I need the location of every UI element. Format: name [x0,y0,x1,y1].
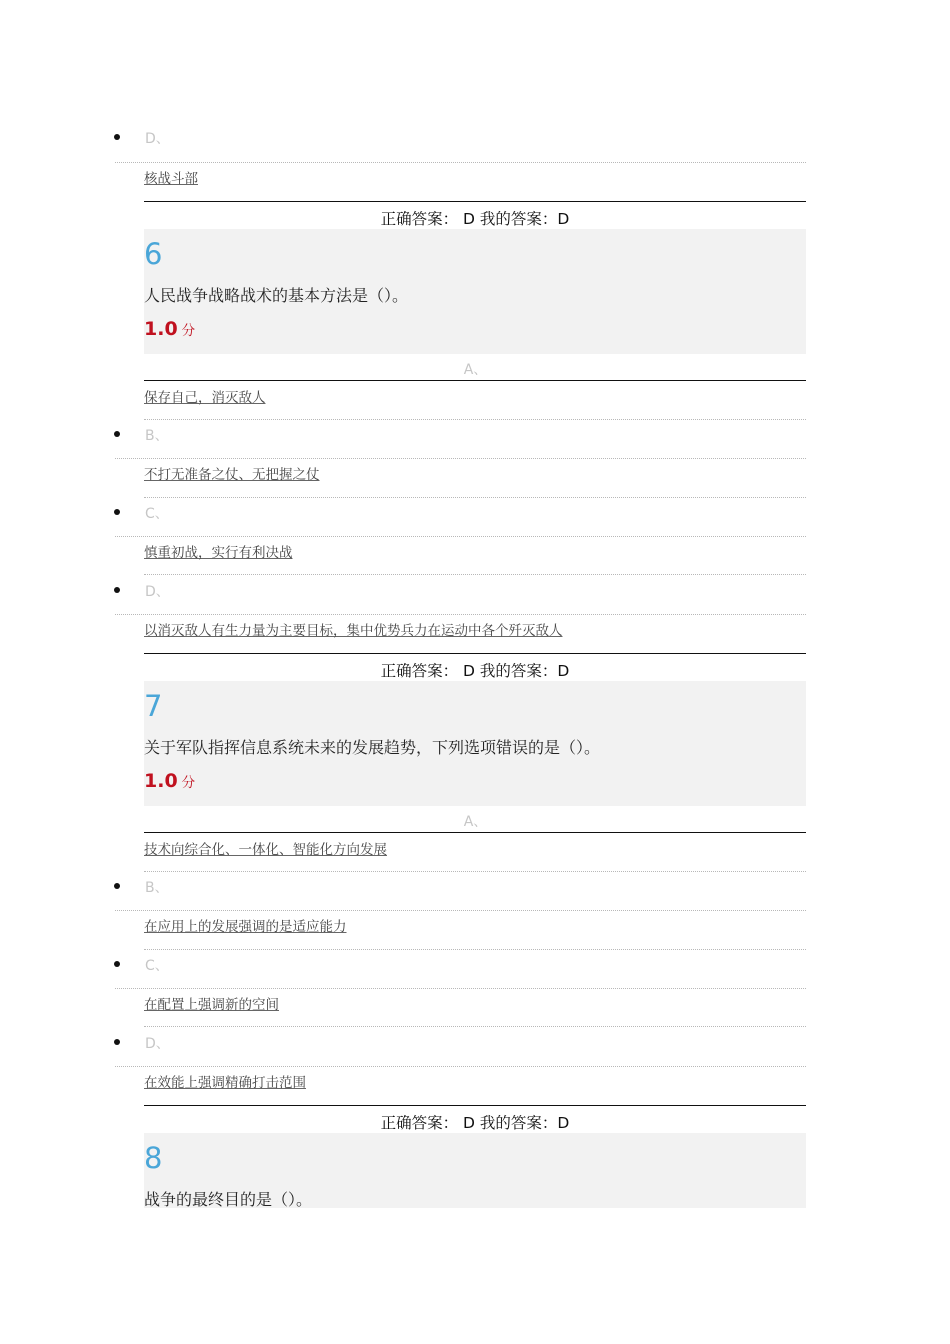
answer-separator [144,653,806,654]
divider [144,574,806,575]
answer-line: 正确答案： D 我的答案：D [380,662,570,680]
option-letter: B、 [145,880,169,896]
question-score [144,318,195,340]
option-text[interactable]: 技术向综合化、一体化、智能化方向发展 [144,842,387,858]
score-value: 1.0 [144,318,178,340]
list-bullet [114,509,120,515]
list-bullet [114,587,120,593]
divider [144,871,806,872]
list-bullet [114,134,120,140]
options-separator [144,380,806,381]
option-text[interactable]: 在配置上强调新的空间 [144,997,279,1013]
question-number: 6 [144,237,163,271]
options-separator [144,832,806,833]
score-unit: 分 [181,323,196,339]
option-letter: C、 [145,958,169,974]
divider [115,988,806,989]
question-text: 人民战争战略战术的基本方法是（）。 [144,286,409,305]
divider [144,1026,806,1027]
divider [115,162,806,163]
option-letter: A、 [463,362,488,378]
question-score [144,770,195,792]
divider [144,419,806,420]
option-text[interactable]: 不打无准备之仗、无把握之仗 [144,467,320,483]
divider [144,497,806,498]
option-letter: A、 [463,814,488,830]
option-text[interactable]: 以消灭敌人有生力量为主要目标，集中优势兵力在运动中各个歼灭敌人 [144,623,563,639]
list-bullet [114,431,120,437]
divider [115,536,806,537]
option-letter: C、 [145,506,169,522]
option-letter: D、 [145,131,170,147]
option-text[interactable]: 在应用上的发展强调的是适应能力 [144,919,347,935]
divider [115,1066,806,1067]
option-letter: D、 [145,1036,170,1052]
option-text[interactable]: 保存自己，消灭敌人 [144,390,266,406]
answer-line: 正确答案： D 我的答案：D [380,210,570,228]
question-number: 8 [144,1141,163,1175]
list-bullet [114,1039,120,1045]
question-text: 战争的最终目的是（）。 [144,1190,313,1209]
question-header [144,1133,806,1208]
option-letter: D、 [145,584,170,600]
question-header [144,229,806,354]
option-text[interactable]: 核战斗部 [144,171,198,187]
question-number: 7 [144,689,163,723]
answer-separator [144,201,806,202]
answer-line: 正确答案： D 我的答案：D [380,1114,570,1132]
answer-separator [144,1105,806,1106]
divider [115,614,806,615]
divider [144,949,806,950]
option-text[interactable]: 在效能上强调精确打击范围 [144,1075,306,1091]
option-text[interactable]: 慎重初战，实行有利决战 [144,545,293,561]
list-bullet [114,961,120,967]
score-unit: 分 [181,775,196,791]
divider [115,458,806,459]
list-bullet [114,883,120,889]
option-letter: B、 [145,428,169,444]
score-value: 1.0 [144,770,178,792]
question-text: 关于军队指挥信息系统未来的发展趋势，下列选项错误的是（）。 [144,738,601,757]
question-header [144,681,806,806]
divider [115,910,806,911]
